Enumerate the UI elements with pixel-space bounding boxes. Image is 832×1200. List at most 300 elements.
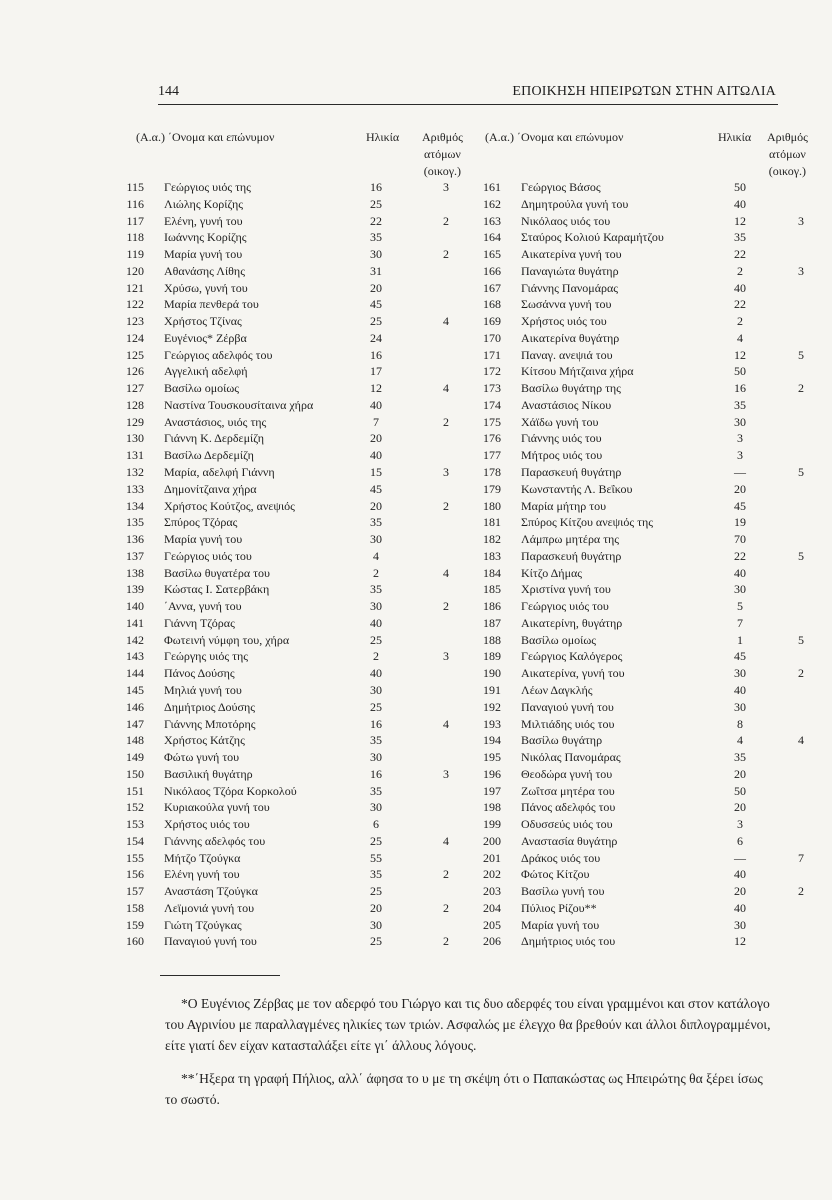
family-size: 3 (798, 263, 804, 278)
entry-number: 199 (483, 817, 501, 832)
table-row (122, 615, 468, 632)
entry-number: 167 (483, 280, 501, 295)
table-row (122, 313, 468, 330)
table-row (485, 531, 815, 548)
person-age: 35 (734, 750, 746, 765)
person-age: 20 (734, 800, 746, 815)
entry-number: 186 (483, 599, 501, 614)
person-age: 16 (370, 766, 382, 781)
entry-number: 145 (126, 682, 144, 697)
entry-number: 206 (483, 934, 501, 949)
table-row (485, 699, 815, 716)
person-name: Παναγιού γυνή του (164, 934, 257, 949)
table-row (122, 397, 468, 414)
person-age: — (734, 850, 746, 865)
entry-number: 127 (126, 381, 144, 396)
table-row (485, 816, 815, 833)
header-family-line-1: Αριθμός (767, 130, 808, 144)
person-age: 30 (734, 699, 746, 714)
table-row (485, 883, 815, 900)
table-row (122, 330, 468, 347)
table-row (122, 632, 468, 649)
table-row (122, 682, 468, 699)
person-age: 30 (370, 682, 382, 697)
table-row (122, 699, 468, 716)
header-rule (158, 104, 778, 105)
entry-number: 163 (483, 213, 501, 228)
family-size: 5 (798, 548, 804, 563)
entry-number: 131 (126, 448, 144, 463)
family-size: 2 (798, 381, 804, 396)
entry-number: 173 (483, 381, 501, 396)
table-row (122, 363, 468, 380)
table-row (122, 213, 468, 230)
person-age: 40 (734, 196, 746, 211)
entry-number: 181 (483, 515, 501, 530)
person-age: 40 (734, 900, 746, 915)
entry-number: 141 (126, 615, 144, 630)
table-row (485, 766, 815, 783)
person-age: 22 (734, 247, 746, 262)
person-name: Χριστίνα γυνή του (521, 582, 611, 597)
person-age: 30 (734, 414, 746, 429)
table-row (122, 732, 468, 749)
person-name: Λεϊμονιά γυνή του (164, 900, 255, 915)
person-name: Αναστάσιος Νίκου (521, 397, 612, 412)
table-row (485, 933, 815, 950)
person-age: 40 (734, 682, 746, 697)
header-num-name: (Α.α.) ΄Ονομα και επώνυμον (485, 130, 624, 144)
table-row (122, 430, 468, 447)
person-name: Γεώργιος Βάσος (521, 180, 601, 194)
family-size: 3 (443, 180, 449, 194)
person-name: Βασίλω θυγάτηρ της (521, 381, 621, 396)
entry-number: 201 (483, 850, 501, 865)
person-age: 19 (734, 515, 746, 530)
person-name: Δημήτριος Δούσης (164, 699, 255, 714)
person-name: Γιάννης αδελφός του (164, 833, 266, 848)
table-row (485, 732, 815, 749)
entry-number: 130 (126, 431, 144, 446)
table-row (485, 280, 815, 297)
person-name: Δημονίτζαινα χήρα (164, 481, 257, 496)
person-age: 40 (734, 565, 746, 580)
entry-number: 158 (126, 900, 144, 915)
family-size: 4 (443, 381, 449, 396)
entry-number: 142 (126, 632, 144, 647)
entry-number: 146 (126, 699, 144, 714)
person-name: Βασίλω ομοίως (521, 632, 597, 647)
entry-number: 116 (126, 196, 144, 211)
person-name: Δημητρούλα γυνή του (521, 196, 629, 211)
person-name: Βασίλω θυγατέρα του (164, 565, 270, 580)
entry-number: 168 (483, 297, 501, 312)
person-name: Μήτζο Τζούγκα (164, 850, 241, 865)
table-row (485, 850, 815, 867)
entry-number: 166 (483, 263, 501, 278)
person-name: Νικόλαος υιός του (521, 213, 611, 228)
entry-number: 151 (126, 783, 144, 798)
entry-number: 165 (483, 247, 501, 262)
person-name: Μαρία γυνή του (164, 532, 243, 547)
person-name: Λάμπρω μητέρα της (521, 532, 620, 547)
entry-number: 121 (126, 280, 144, 295)
table-row (122, 883, 468, 900)
table-row (485, 917, 815, 934)
table-row (485, 900, 815, 917)
entry-number: 200 (483, 833, 501, 848)
entry-number: 172 (483, 364, 501, 379)
table-row (485, 833, 815, 850)
person-age: 20 (734, 766, 746, 781)
person-name: Γιώτη Τζούγκας (164, 917, 242, 932)
header-num-name: (Α.α.) ΄Ονομα και επώνυμον (136, 130, 275, 144)
entry-number: 174 (483, 397, 501, 412)
person-name: Ναστίνα Τουσκουσίταινα χήρα (164, 397, 314, 412)
entry-number: 137 (126, 548, 144, 563)
register-table-right (485, 129, 815, 950)
person-age: 50 (734, 180, 746, 194)
person-name: Γεώργης υιός της (164, 649, 248, 664)
person-age: 55 (370, 850, 382, 865)
person-age: 25 (370, 884, 382, 899)
entry-number: 169 (483, 314, 501, 329)
table-row (485, 665, 815, 682)
entry-number: 128 (126, 397, 144, 412)
person-age: 30 (370, 247, 382, 262)
person-name: Κυριακούλα γυνή του (164, 800, 270, 815)
person-age: 45 (734, 649, 746, 664)
table-row (485, 481, 815, 498)
person-age: 50 (734, 783, 746, 798)
person-name: Πύλιος Ρίζου** (521, 900, 597, 915)
entry-number: 178 (483, 465, 501, 480)
table-row (485, 716, 815, 733)
person-name: Γιάννη Τζόρας (164, 615, 235, 630)
table-row (122, 447, 468, 464)
person-name: Αναστάση Τζούγκα (164, 884, 258, 899)
header-family (422, 129, 463, 180)
table-row (122, 179, 468, 196)
footnote-rule (160, 975, 280, 976)
table-row (122, 565, 468, 582)
table-row (122, 263, 468, 280)
person-name: Χρήστος Τζίνας (164, 314, 242, 329)
person-name: Ευγένιος* Ζέρβα (164, 330, 247, 345)
entry-number: 205 (483, 917, 501, 932)
person-age: 40 (734, 280, 746, 295)
person-name: Γιάννης υιός του (521, 431, 602, 446)
entry-number: 188 (483, 632, 501, 647)
person-name: Παναγ. ανεψιά του (521, 347, 613, 362)
person-name: Αικατερίνα θυγάτηρ (521, 330, 620, 345)
entry-number: 197 (483, 783, 501, 798)
table-row (485, 213, 815, 230)
person-name: Ελένη, γυνή του (164, 213, 243, 228)
entry-number: 160 (126, 934, 144, 949)
person-name: Γεώργιος υιός του (164, 548, 252, 563)
person-name: Φώτος Κίτζου (521, 867, 590, 882)
family-size: 2 (443, 247, 449, 262)
person-name: Βασίλω θυγάτηρ (521, 733, 603, 748)
person-age: 25 (370, 314, 382, 329)
entry-number: 125 (126, 347, 144, 362)
person-age: 3 (737, 817, 743, 832)
person-age: 30 (370, 750, 382, 765)
family-size: 5 (798, 347, 804, 362)
family-size: 2 (443, 414, 449, 429)
table-row (485, 229, 815, 246)
page-number: 144 (158, 84, 179, 99)
table-row (485, 246, 815, 263)
table-row (122, 531, 468, 548)
person-name: Σταύρος Κολιού Καραμήτζου (521, 230, 664, 245)
entry-number: 136 (126, 532, 144, 547)
entry-number: 147 (126, 716, 144, 731)
table-row (485, 749, 815, 766)
person-age: 12 (734, 213, 746, 228)
entry-number: 184 (483, 565, 501, 580)
person-name: Κωνσταντής Λ. Βεΐκου (521, 481, 633, 496)
table-body-left (122, 179, 468, 950)
table-row (122, 414, 468, 431)
entry-number: 156 (126, 867, 144, 882)
person-name: Μήτρος υιός του (521, 448, 603, 463)
table-row (122, 816, 468, 833)
entry-number: 162 (483, 196, 501, 211)
entry-number: 120 (126, 263, 144, 278)
person-age: 4 (737, 733, 743, 748)
person-name: Μαρία μήτηρ του (521, 498, 607, 513)
person-name: Σωσάννα γυνή του (521, 297, 612, 312)
entry-number: 122 (126, 297, 144, 312)
person-name: Μαρία πενθερά του (164, 297, 259, 312)
person-name: Γιάννης Πανομάρας (521, 280, 619, 295)
entry-number: 148 (126, 733, 144, 748)
person-age: 35 (370, 230, 382, 245)
person-name: Λέων Δαγκλής (521, 682, 593, 697)
person-name: Δράκος υιός του (521, 850, 601, 865)
person-age: 22 (734, 297, 746, 312)
person-age: 12 (734, 347, 746, 362)
person-age: — (734, 465, 746, 480)
table-row (122, 280, 468, 297)
register-table-left (122, 129, 468, 950)
family-size: 7 (798, 850, 804, 865)
person-age: 20 (370, 280, 382, 295)
family-size: 5 (798, 632, 804, 647)
entry-number: 176 (483, 431, 501, 446)
person-name: Χρύσω, γυνή του (164, 280, 248, 295)
footnote-1: *Ο Ευγένιος Ζέρβας με τον αδερφό του Γιώργο και τις δυο αδερφές του είναι γραμμένοι και στον κατάλογο του Αγρινίου με παραλλαγμένες ηλικίες των τριών. Ασφαλώς με έλεγχο θα βρεθούν και άλλοι διπλογραμμένοι, είτε γιατί δεν είχαν κατασταλάξει είτε γι΄ άλλους λόγους. (165, 996, 771, 1053)
person-age: 16 (734, 381, 746, 396)
table-row (485, 632, 815, 649)
table-row (122, 933, 468, 950)
entry-number: 117 (126, 213, 144, 228)
entry-number: 161 (483, 180, 501, 194)
family-size: 4 (443, 565, 449, 580)
person-name: Βασίλω γυνή του (521, 884, 605, 899)
entry-number: 190 (483, 666, 501, 681)
person-name: Αθανάσης Λίθης (164, 263, 245, 278)
person-name: Παναγιώτα θυγάτηρ (521, 263, 619, 278)
person-name: Νικόλας Πανομάρας (521, 750, 621, 765)
table-row (485, 581, 815, 598)
person-age: 16 (370, 180, 382, 194)
table-row (122, 581, 468, 598)
person-name: Γεώργιος υιός του (521, 599, 609, 614)
entry-number: 143 (126, 649, 144, 664)
family-size: 2 (443, 934, 449, 949)
person-age: 20 (370, 498, 382, 513)
entry-number: 187 (483, 615, 501, 630)
person-age: 20 (370, 900, 382, 915)
person-age: 3 (737, 431, 743, 446)
person-name: Γεώργιος υιός της (164, 180, 251, 194)
person-name: Λιώλης Κορίζης (164, 196, 243, 211)
entry-number: 204 (483, 900, 501, 915)
person-age: 25 (370, 699, 382, 714)
person-age: 40 (734, 867, 746, 882)
entry-number: 192 (483, 699, 501, 714)
table-row (122, 196, 468, 213)
person-name: Παρασκευή θυγάτηρ (521, 465, 622, 480)
entry-number: 180 (483, 498, 501, 513)
person-age: 30 (370, 532, 382, 547)
person-name: Φωτεινή νύμφη του, χήρα (164, 632, 290, 647)
table-row (122, 514, 468, 531)
person-age: 35 (370, 733, 382, 748)
family-size: 2 (798, 884, 804, 899)
family-size: 2 (443, 498, 449, 513)
person-name: Αναστασία θυγάτηρ (521, 833, 618, 848)
entry-number: 182 (483, 532, 501, 547)
entry-number: 189 (483, 649, 501, 664)
family-size: 2 (443, 900, 449, 915)
header-family (767, 129, 808, 180)
person-name: Γεώργιος Καλόγερος (521, 649, 623, 664)
person-age: 40 (370, 615, 382, 630)
entry-number: 118 (126, 230, 144, 245)
person-name: Γιάννη Κ. Δερδεμίζη (164, 431, 265, 446)
table-header-right (485, 129, 815, 179)
table-row (485, 615, 815, 632)
table-row (122, 464, 468, 481)
person-age: 40 (370, 666, 382, 681)
entry-number: 132 (126, 465, 144, 480)
page-header (158, 84, 776, 104)
entry-number: 154 (126, 833, 144, 848)
table-row (485, 464, 815, 481)
person-age: 45 (370, 481, 382, 496)
person-age: 25 (370, 833, 382, 848)
table-row (485, 548, 815, 565)
person-age: 35 (370, 867, 382, 882)
person-age: 35 (734, 397, 746, 412)
person-age: 40 (370, 448, 382, 463)
family-size: 3 (443, 465, 449, 480)
entry-number: 196 (483, 766, 501, 781)
table-row (485, 414, 815, 431)
person-name: Μηλιά γυνή του (164, 682, 242, 697)
person-name: Χρήστος Κούτζος, ανεψιός (164, 498, 295, 513)
entry-number: 144 (126, 666, 144, 681)
person-name: Βασίλω Δερδεμίζη (164, 448, 254, 463)
header-age: Ηλικία (366, 130, 400, 144)
person-age: 30 (734, 582, 746, 597)
family-size: 4 (798, 733, 804, 748)
person-name: Αικατερίνη, θυγάτηρ (521, 615, 623, 630)
entry-number: 179 (483, 481, 501, 496)
entry-number: 115 (126, 180, 144, 194)
table-row (122, 866, 468, 883)
table-row (122, 783, 468, 800)
entry-number: 126 (126, 364, 144, 379)
family-size: 2 (798, 666, 804, 681)
entry-number: 159 (126, 917, 144, 932)
person-age: 35 (370, 582, 382, 597)
header-family-line-2: ατόμων (768, 147, 806, 161)
entry-number: 139 (126, 582, 144, 597)
person-age: 20 (734, 884, 746, 899)
person-age: 4 (373, 548, 379, 563)
table-row (122, 598, 468, 615)
person-age: 70 (734, 532, 746, 547)
table-row (122, 850, 468, 867)
family-size: 5 (798, 465, 804, 480)
entry-number: 183 (483, 548, 501, 563)
table-row (485, 447, 815, 464)
person-age: 30 (734, 917, 746, 932)
person-name: Κίτζο Δήμας (521, 565, 583, 580)
header-family-line-2: ατόμων (423, 147, 461, 161)
person-age: 7 (737, 615, 743, 630)
person-name: Χάϊδω γυνή του (521, 414, 599, 429)
family-size: 2 (443, 599, 449, 614)
person-name: Γιάννης Μποτόρης (164, 716, 256, 731)
table-body-right (485, 179, 815, 950)
header-family-line-3: (οικογ.) (423, 164, 462, 178)
entry-number: 171 (483, 347, 501, 362)
table-row (122, 498, 468, 515)
entry-number: 164 (483, 230, 501, 245)
person-age: 2 (373, 649, 379, 664)
family-size: 2 (443, 867, 449, 882)
person-age: 4 (737, 330, 743, 345)
entry-number: 175 (483, 414, 501, 429)
person-age: 1 (737, 632, 743, 647)
table-row (485, 313, 815, 330)
person-age: 30 (734, 666, 746, 681)
person-age: 50 (734, 364, 746, 379)
person-age: 35 (370, 783, 382, 798)
family-size: 2 (443, 213, 449, 228)
table-row (485, 498, 815, 515)
table-row (122, 481, 468, 498)
table-row (122, 548, 468, 565)
entry-number: 129 (126, 414, 144, 429)
family-size: 3 (443, 766, 449, 781)
table-row (122, 380, 468, 397)
entry-number: 155 (126, 850, 144, 865)
person-age: 30 (370, 917, 382, 932)
family-size: 4 (443, 716, 449, 731)
family-size: 3 (798, 213, 804, 228)
person-age: 25 (370, 934, 382, 949)
person-name: Αγγελική αδελφή (164, 364, 248, 379)
table-row (122, 766, 468, 783)
entry-number: 119 (126, 247, 144, 262)
